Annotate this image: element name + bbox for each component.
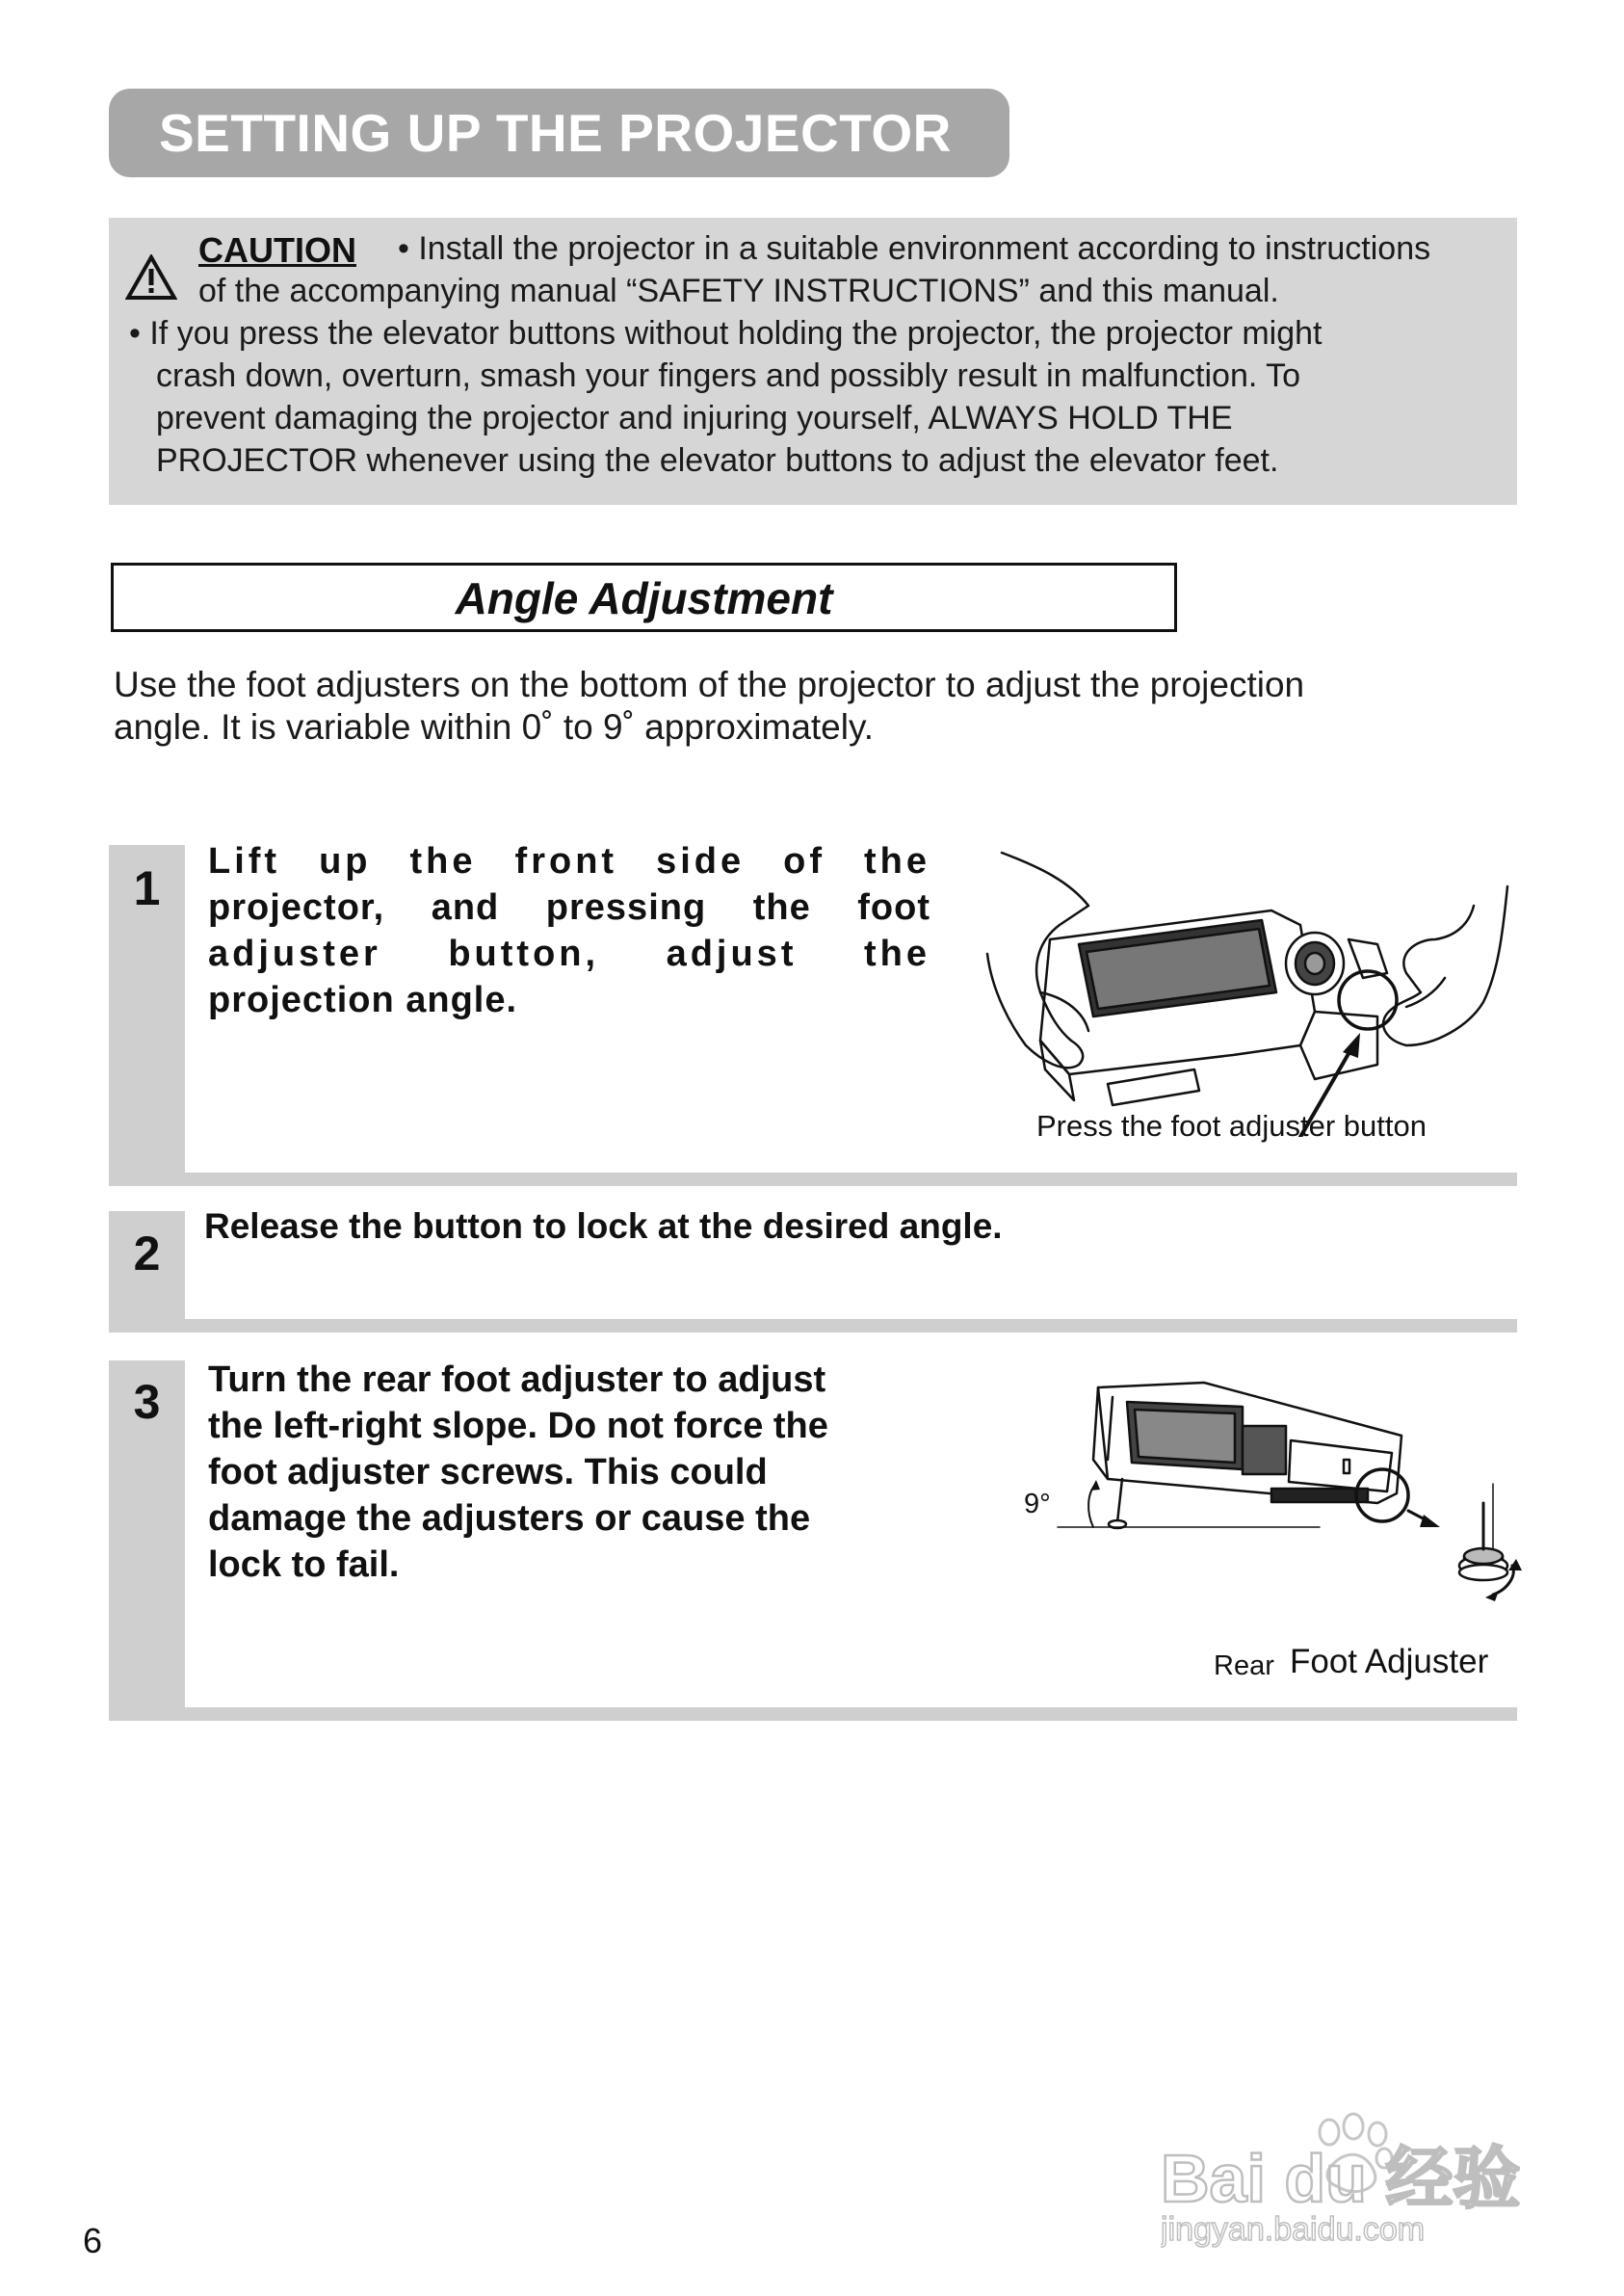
watermark-url: jingyan.baidu.com (1161, 2211, 1426, 2248)
page-number: 6 (83, 2221, 103, 2260)
step-3-line: lock to fail. (208, 1544, 400, 1585)
step-1-line: projection angle. (208, 980, 518, 1020)
page-title: SETTING UP THE PROJECTOR (159, 103, 952, 163)
section-title: Angle Adjustment (455, 573, 833, 623)
caution-line: of the accompanying manual “SAFETY INSTRUCTIONS” and this manual. (198, 273, 1279, 309)
step-3-line: the left-right slope. Do not force the (208, 1406, 828, 1446)
step-1-caption: Press the foot adjuster button (1036, 1109, 1427, 1143)
intro-text: Use the foot adjusters on the bottom of the projector to adjust the projection (114, 665, 1305, 704)
baidu-jingyan-watermark (1161, 2105, 1546, 2250)
caution-line: crash down, overturn, smash your fingers and possibly result in malfunction. To (156, 357, 1301, 394)
caution-box (109, 218, 1517, 505)
projector-rear-foot-adjuster-illustration (1050, 1368, 1532, 1638)
intro-text: angle. It is variable within 0˚ to 9˚ approximately. (114, 707, 875, 747)
step-3-angle-label: 9° (1024, 1489, 1051, 1519)
warning-triangle-icon (125, 254, 177, 301)
section-heading-box (111, 563, 1177, 632)
step-3-divider (109, 1707, 1517, 1721)
caution-line: • If you press the elevator buttons without holding the projector, the projector might (129, 315, 1323, 352)
step-3-line: foot adjuster screws. This could (208, 1452, 768, 1492)
caution-label: CAUTION (198, 230, 356, 270)
caution-line: prevent damaging the projector and injuring yourself, ALWAYS HOLD THE (156, 400, 1233, 436)
step-3-text (208, 1357, 828, 1588)
caution-line: • Install the projector in a suitable environment according to instructions (398, 230, 1431, 267)
hands-lifting-projector-illustration (982, 848, 1522, 1137)
watermark-brand: Bai du 经验 (1161, 2141, 1521, 2216)
step-3-line: damage the adjusters or cause the (208, 1498, 811, 1539)
caution-line: PROJECTOR whenever using the elevator buttons to adjust the elevator feet. (156, 442, 1279, 479)
step-1-divider (109, 1173, 1517, 1186)
step-3-caption-large: Foot Adjuster (1290, 1643, 1489, 1680)
step-1-text (208, 838, 930, 1023)
step-1-line: Lift up the front side of the (208, 841, 930, 882)
step-2-divider (109, 1319, 1517, 1333)
step-1-number: 1 (133, 861, 161, 915)
step-2-number: 2 (133, 1227, 161, 1280)
page-title-banner (109, 89, 1009, 177)
step-2-text: Release the button to lock at the desired angle. (204, 1206, 1003, 1246)
step-1-line: adjuster button, adjust the (208, 934, 930, 974)
step-1-line: projector, and pressing the foot (208, 887, 930, 928)
step-3-number: 3 (133, 1375, 161, 1429)
step-3-line: Turn the rear foot adjuster to adjust (208, 1359, 826, 1400)
step-3-caption-small: Rear (1214, 1650, 1274, 1681)
